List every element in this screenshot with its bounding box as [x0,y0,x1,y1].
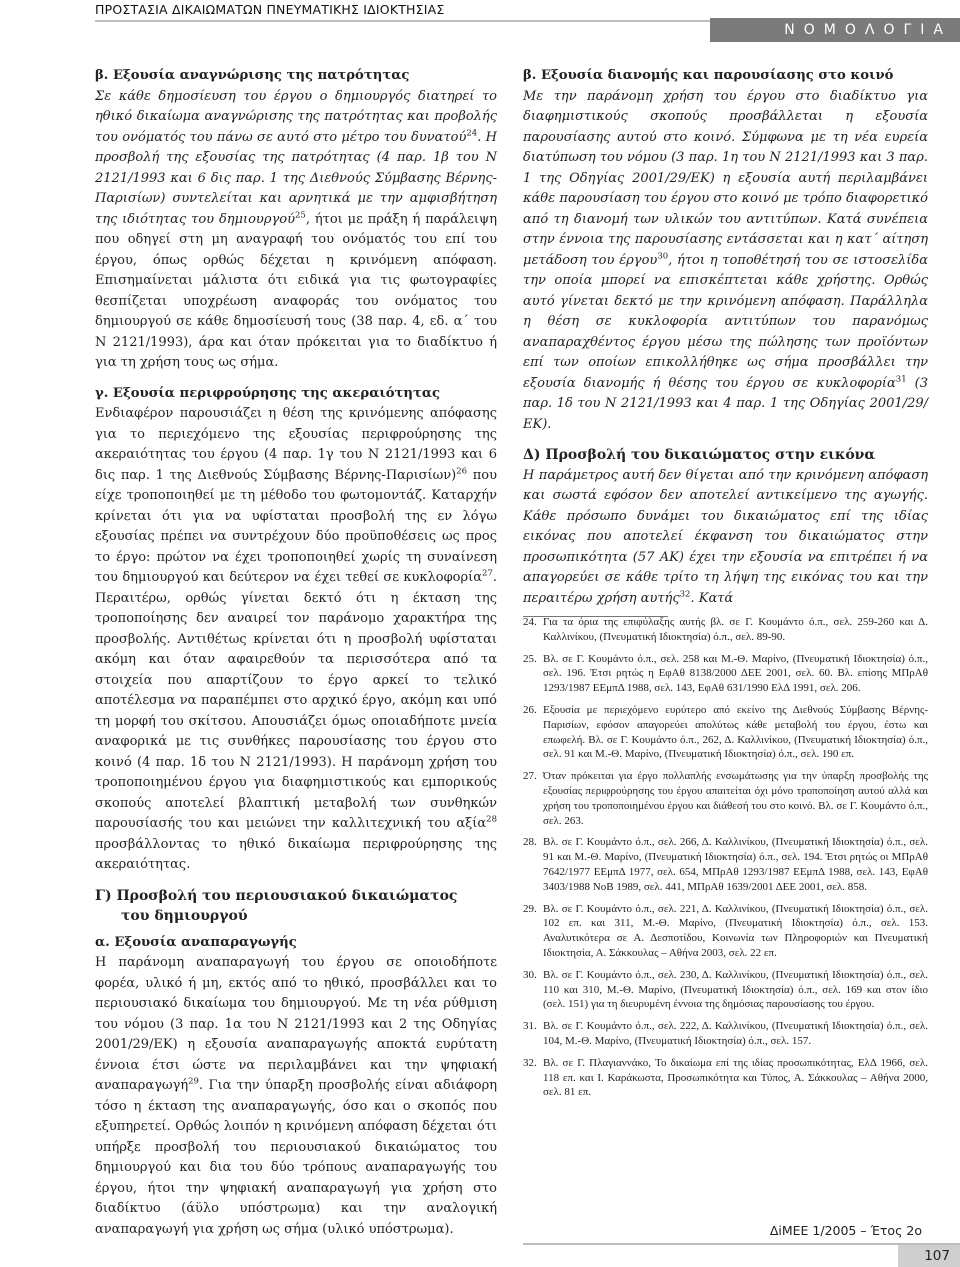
paragraph-integrity: Ενδιαφέρον παρουσιάζει η θέση της κρινόμενης απόφασης για το περιεχόμενο της εξουσίας περιφρούρησης της ακεραιότητας του έργου (4 παρ. 1γ του Ν 2121/1993 και 6 δις παρ. 1 της Διεθνούς Σύμβασης Βέρνης-Παρισίων)$^{26}$ που είχε τροποποιηθεί με τη μέθοδο του φωτομοντάζ. Καταρχήν κρίνεται ότι για να υφίσταται προσβολή της εν λόγω εξουσίας πρέπει να συντρέχουν δύο προϋποθέσεις ως προς το έργο: πρώτον να έχει τροποποιηθεί χωρίς τη συναίνεση του δημιουργού και δεύτερον να έχει τεθεί σε κυκλοφορία$^{27}$. Περαιτέρω, ορθώς γίνεται δεκτό ότι η έκταση της τροποποίησης δεν αναιρεί τον παράνομο χαρακτήρα της προσβολής. Αντιθέτως κρίνεται ότι η προσβολή υφίσταται ακόμη και όταν αφαιρεθούν τα περισσότερα από τα στοιχεία που απαρτίζουν το έργο αρκεί το τελικό αποτέλεσμα να παραπέμπει στο αρχικό έργο, ακόμη και υπό τη μορφή του σκίτσου. Απουσιάζει όμως οποιαδήποτε μνεία αναφορικά με τις συνθήκες παρουσίασης του έργου στο κοινό (4 παρ. 1δ του Ν 2121/1993). Η παράνομη χρήση του τροποποιημένου έργου για διαφημιστικούς και εμπορικούς σκοπούς αποτελεί βλαπτική μεταβολή των συνθηκών παρουσίασής του και μειώνει την καλλιτεχνική του αξία$^{28}$ προσβάλλοντας το ηθικό δικαίωμα περιφρούρησης της ακεραιότητας. [95,406,497,872]
page-footer [0,1223,960,1267]
footnote-number: 25. [523,652,537,665]
heading-integrity: γ. Εξουσία περιφρούρησης της ακεραιότητας [95,385,441,401]
paragraph-image-right: Η παράμετρος αυτή δεν θίγεται από την κρινόμενη απόφαση και σωστά εφόσον δεν αποτελεί αντικείμενο της αγωγής. Κάθε πρόσωπο δυνάμει του δικαιώματος επί της ιδίας εικόνας που αποτελεί έκφανση του δικαιώματος στην προσωπικότητα (57 ΑΚ) έχει την εξουσία να επιτρέπει ή να απαγορεύει σε κάθε τρίτο τη λήψη της εικόνας του και την περαιτέρω χρήση αυτής$^{32}$. Κατά [523,467,928,606]
footnote [523,1019,928,1049]
paragraph-distribution: Με την παράνομη χρήση του έργου στο διαδίκτυο για διαφημιστικούς σκοπούς προσβάλλεται η εξουσία παρουσίασης αυτού στο κοινό. Σύμφωνα με τη νέα ευρεία διατύπωση του νόμου (3 παρ. 1η του Ν 2121/1993 και 3 παρ. 1 της Οδηγίας 2001/29/ΕΚ) η εξουσία αυτή περιλαμβάνει κάθε παρουσίαση του έργου στο κοινό με τρόπο διαφορετικό από τη διανομή των υλικών του αντιτύπων. Κατά συνέπεια στην έννοια της παρουσίασης εντάσσεται και η κατ΄ αίτηση μετάδοση του έργου$^{30}$, ήτοι η τοποθέτησή του σε ιστοσελίδα την οποία μπορεί να επισκέπτεται κάθε χρήστης. Ορθώς αυτό γίνεται δεκτό με την κρινόμενη απόφαση. Παράλληλα η θέση σε κυκλοφορία αντιτύπων του παρανόμως αναπαραχθέντος έργου μέσω της πώλησης των προϊόντων επί των οποίων επικολλήθηκε ως σήμα προσβάλλει την εξουσία διανομής ή θέσης του έργου σε κυκλοφορία$^{31}$ (3 παρ. 1δ του Ν 2121/1993 και 4 παρ. 1 της Οδηγίας 2001/29/ΕΚ). [523,88,929,432]
heading-reproduction: α. Εξουσία αναπαραγωγής [95,934,297,950]
heading-distribution: β. Εξουσία διανομής και παρουσίασης στο κοινό [523,68,894,83]
footnote [523,835,928,894]
footnotes [523,615,928,1107]
footnote [523,769,928,828]
footnote-number: 31. [523,1020,537,1033]
footnote-number: 27. [523,770,537,783]
footnote-number: 32. [523,1056,537,1069]
heading-property-right: Γ) Προσβολή του περιουσιακού δικαιώματος [95,887,458,904]
footnote-number: 29. [523,902,537,915]
footnote-text: Βλ. σε Γ. Κουμάντο ό.π., σελ. 258 και Μ.-Θ. Μαρίνο, (Πνευματική Ιδιοκτησία) ό.π., σελ. 196. Έτσι ρητώς η ΕφΑθ 8138/2000 ΔΕΕ 2001, σελ. 60. Βλ. επίσης ΜΠρΑθ 1293/1987 ΕΕμπΔ 1988, σελ. 143, ΕφΑθ 631/1990 ΕλΔ 1991, σελ. 206. [543,652,928,695]
paragraph-paternity: Σε κάθε δημοσίευση του έργου ο δημιουργός διατηρεί το ηθικό δικαίωμα αναγνώρισης της πατρότητας και προβολής του ονόματός του πάνω σε αυτό στο μέτρο του δυνατού$^{24}$. Η προσβολή της εξουσίας της πατρότητας (4 παρ. 1β του Ν 2121/1993 και 6 δις παρ. 1 της Διεθνούς Σύμβασης Βέρνης-Παρισίων) συντελείται και αρνητικά με την αμφισβήτηση της ιδιότητας του δημιουργού$^{25}$, ήτοι με πράξη ή παράλειψη που οδηγεί στη μη αναγραφή του ονόματός του επί του έργου, όπως ορθώς δέχεται η κρινόμενη απόφαση. Επισημαίνεται μάλιστα ότι ειδικά για τις φωτογραφίες θεσπίζεται υποχρέωση αναφοράς του ονόματος του δημιουργού σε κάθε δημοσίευσή τους (38 παρ. 4, εδ. α΄ του Ν 2121/1993), άρα και όταν πρόκειται για το διαδίκτυο ή για τη χρήση τους ως σήμα. [95,88,497,370]
footnote-text: Βλ. σε Γ. Κουμάντο ό.π., σελ. 266, Δ. Καλλινίκου, (Πνευματική Ιδιοκτησία) ό.π., σελ. 91 και Μ.-Θ. Μαρίνο, (Πνευματική Ιδιοκτησία) ό.π., σελ. 194. Έτσι ρητώς οι ΜΠρΑθ 7642/1977 ΕΕμπΔ 1977, σελ. 654, ΜΠρΑθ 1293/1987 ΕΕμπΔ 1988, σελ. 143, ΕφΑθ 3403/1988 ΝοΒ 1989, σελ. 441, ΜΠρΑθ 1639/2001 ΔΕΕ 2001, σελ. 858. [543,836,928,893]
footnote-number: 26. [523,703,537,716]
footnote [523,1056,928,1100]
footnote [523,652,928,696]
footnote-text: Βλ. σε Γ. Πλαγιαννάκο, Το δικαίωμα επί της ιδίας προσωπικότητας, ΕλΔ 1966, σελ. 118 επ. και Ι. Καράκωστα, Προσωπικότητα και Τύπος, Α. Σάκκουλας – Αθήνα 2000, σελ. 81 επ. [543,1056,928,1099]
page-number: 107 [898,1245,960,1267]
footnote-number: 28. [523,836,537,849]
footnote-text: Για τα όρια της επιφύλαξης αυτής βλ. σε Γ. Κουμάντο ό.π., σελ. 259-260 και Δ. Καλλινίκου, (Πνευματική Ιδιοκτησία) ό.π., σελ. 89-90. [543,616,928,643]
footnote [523,968,928,1012]
page-header [0,0,960,42]
running-title: ΠΡΟΣΤΑΣΙΑ ΔΙΚΑΙΩΜΑΤΩΝ ΠΝΕΥΜΑΤΙΚΗΣ ΙΔΙΟΚΤΗΣΙΑΣ [95,2,445,17]
footnote [523,703,928,762]
footnote [523,615,928,645]
footnote-number: 30. [523,968,537,981]
footer-rule [523,1243,960,1245]
footnote-text: Βλ. σε Γ. Κουμάντο ό.π., σελ. 221, Δ. Καλλινίκου, (Πνευματική Ιδιοκτησία) ό.π., σελ. 102 επ. και 311, Μ.-Θ. Μαρίνο, (Πνευματική Ιδιοκτησία) ό.π., σελ. 153. Αναλυτικότερα σε Α. Δεσποτίδου, Κοινωνία των Πληροφοριών και Πνευματική Ιδιοκτησία, Α. Σάκκουλας – Αθήνα 2003, σελ. 22 επ. [543,902,928,959]
paragraph-reproduction: Η παράνομη αναπαραγωγή του έργου σε οποιοδήποτε φορέα, υλικό ή μη, εκτός από το ηθικό, προσβάλλει και το περιουσιακό δικαίωμα του δημιουργού. Με τη νέα ρύθμιση του νόμου (3 παρ. 1α του Ν 2121/1993 και 2 της Οδηγίας 2001/29/ΕΚ) η εξουσία αναπαραγωγής αποκτά ευρύτατη έννοια έτσι ώστε να περιλαμβάνει και την ψηφιακή αναπαραγωγή$^{29}$. Για την ύπαρξη προσβολής είναι αδιάφορη τόσο η έκταση της αναπαραγωγής, όσο και ο σκοπός που εξυπηρετεί. Ορθώς λοιπόν η κρινόμενη απόφαση δέχεται ότι υπήρξε προσβολή του περιουσιακού δικαιώματος του δημιουργού και δια του δύο τρόπους αναπαραγωγής του έργου, ήτοι την ψηφιακή αναπαραγωγή για χρήση στο διαδίκτυο (άϋλο υπόστρωμα) και την αναλογική αναπαραγωγή για χρήση ως σήμα (υλικό υπόστρωμα). [95,955,497,1237]
heading-paternity: β. Εξουσία αναγνώρισης της πατρότητας [95,68,410,83]
issue-label: ΔiΜΕΕ 1/2005 – Έτος 2ο [769,1223,922,1238]
footnote-text: Βλ. σε Γ. Κουμάντο ό.π., σελ. 230, Δ. Καλλινίκου, (Πνευματική Ιδιοκτησία) ό.π., σελ. 110 και 310, Μ.-Θ. Μαρίνο, (Πνευματική Ιδιοκτησία) ό.π., σελ. 169 και στον ίδιο (σελ. 151) για τη διευρυμένη έννοια της δημόσιας παρουσίασης του έργου. [543,968,928,1011]
left-column [95,66,497,1240]
heading-property-right-cont: του δημιουργού [121,908,248,924]
right-column [523,66,928,609]
footnote-number: 24. [523,616,537,628]
footnote [523,902,928,961]
footnote-text: Εξουσία με περιεχόμενο ευρύτερο από εκείνο της Διεθνούς Σύμβασης Βέρνης-Παρισίων, εφόσον απαγορεύει απολύτως κάθε μεταβολή του έργου, έστω και επωφελή. Βλ. σε Γ. Κουμάντο ό.π., 262, Δ. Καλλινίκου, (Πνευματική Ιδιοκτησία) ό.π., σελ. 91 και Μ.-Θ. Μαρίνο, (Πνευματική Ιδιοκτησία) ό.π., σελ. 190 επ. [543,703,928,761]
footnote-text: Βλ. σε Γ. Κουμάντο ό.π., σελ. 222, Δ. Καλλινίκου, (Πνευματική Ιδιοκτησία) ό.π., σελ. 104, Μ.-Θ. Μαρίνο, (Πνευματική Ιδιοκτησία) ό.π., σελ. 157. [543,1020,928,1047]
footnote-text: Όταν πρόκειται για έργο πολλαπλής ενσωμάτωσης για την ύπαρξη προσβολής της εξουσίας περιφρούρησης του έργου απαιτείται όχι μόνο τροποποίηση αυτού αλλά και χρήση του τροποποιημένου έργου και διάθεσή του στο κοινό. Βλ. σε Γ. Κουμάντο ό.π., σελ. 263. [543,770,928,827]
heading-image-right: Δ) Προσβολή του δικαιώματος στην εικόνα [523,447,876,463]
section-label: ΝΟΜΟΛΟΓΙΑ [710,18,960,42]
